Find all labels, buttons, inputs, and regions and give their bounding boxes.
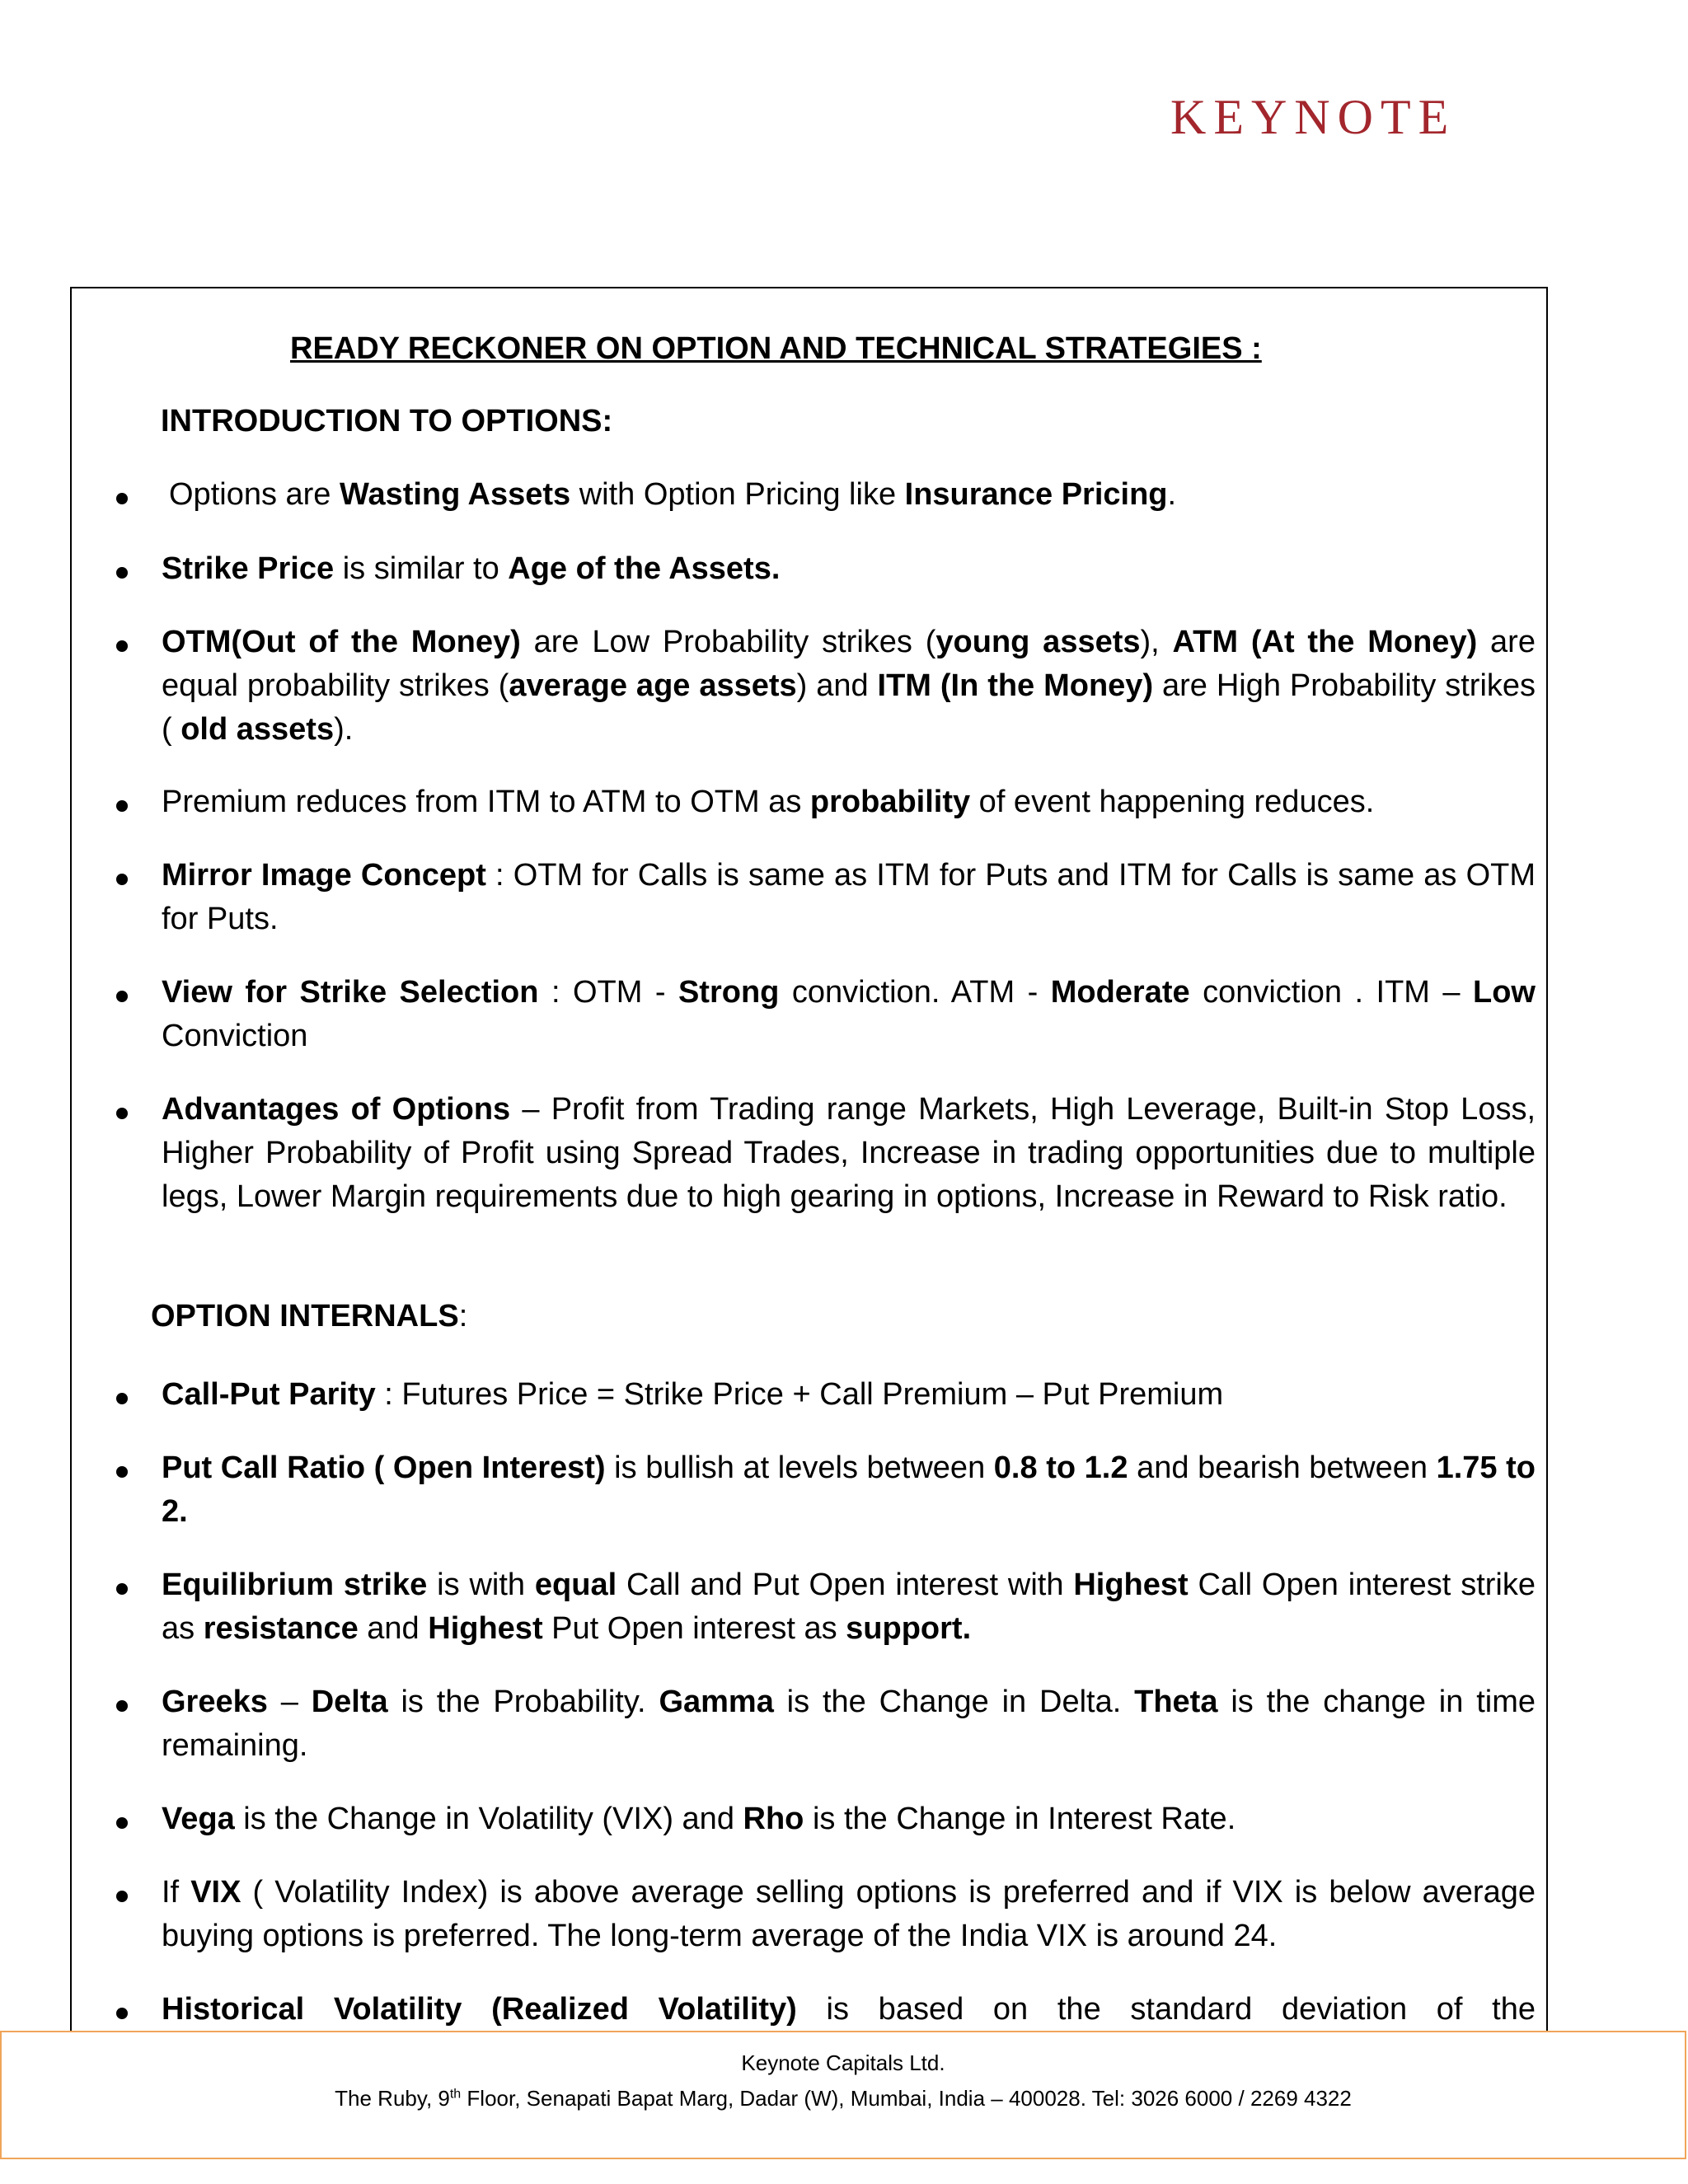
document-title: READY RECKONER ON OPTION AND TECHNICAL STRATEGIES :	[290, 331, 1262, 366]
intro-heading: INTRODUCTION TO OPTIONS:	[161, 404, 613, 438]
bullet-icon	[116, 1393, 128, 1404]
bullet-icon	[116, 1700, 128, 1712]
bullet-icon	[116, 991, 128, 1002]
keynote-logo: KEYNOTE	[1170, 90, 1456, 144]
bullet-icon	[116, 493, 128, 504]
footer-address: The Ruby, 9th Floor, Senapati Bapat Marg, Dadar (W), Mumbai, India – 400028. Tel: 3026 6000 / 2269 4322	[335, 2086, 1352, 2111]
internals-heading: OPTION INTERNALS:	[151, 1299, 468, 1333]
bullet-icon	[116, 2008, 128, 2019]
footer	[0, 2031, 1686, 2159]
bullet-icon	[116, 1817, 128, 1829]
bullet-icon	[116, 567, 128, 579]
bullet-icon	[116, 640, 128, 652]
bullet-icon	[116, 1891, 128, 1902]
bullet-icon	[116, 1583, 128, 1595]
bullet-icon	[116, 1466, 128, 1478]
content-box: READY RECKONER ON OPTION AND TECHNICAL STRATEGIES : INTRODUCTION TO OPTIONS: Options are Wasting Assets with Option Pricing like Insurance Pricing. Strike Price is similar to Age of the Assets. OTM(Out of the Money) are Low Probability strikes (young assets), ATM (At the Money) are equal probability strikes (average age assets) and ITM (In the Money) are High Probability strikes ( old assets). Premium reduces from ITM to ATM to OTM as probability of event happening reduces. Mirror Image Concept : OTM for Calls is same as ITM for Puts and ITM for Calls is same as OTM for Puts. View for Strike Selection : OTM - Strong conviction. ATM - Moderate conviction . ITM – Low Conviction Advantages of Options – Profit from Trading range Markets, High Leverage, Built-in Stop Loss, Higher Probability of Profit using Spread Trades, Increase in trading opportunities due to multiple legs, Lower Margin requirements due to high gearing in options, Increase in Reward to Risk ratio. OPTION INTERNALS: Call-Put Parity : Futures Price = Strike Price + Call Premium – Put Premium Put Call Ratio ( Open Interest) is bullish at levels between 0.8 to 1.2 and bearish between 1.75 to 2. Equilibrium strike is with equal Call and Put Open interest with Highest Call Open interest strike as resistance and Highest Put Open interest as support. Greeks – Delta is the Probability. Gamma is the Change in Delta. Theta is the change in time remaining. Vega is the Change in Volatility (VIX) and Rho is the Change in Interest Rate. If VIX ( Volatility Index) is above average selling options is preferred and if VIX is below average buying options is preferred. The long-term average of the India VIX is around 24. Historical Volatility (Realized Volatility) is based on the standard deviation of the	[70, 287, 1548, 2032]
bullet-icon	[116, 874, 128, 885]
bullet-icon	[116, 1108, 128, 1119]
bullet-icon	[116, 800, 128, 812]
footer-company-name: Keynote Capitals Ltd.	[741, 2050, 945, 2075]
